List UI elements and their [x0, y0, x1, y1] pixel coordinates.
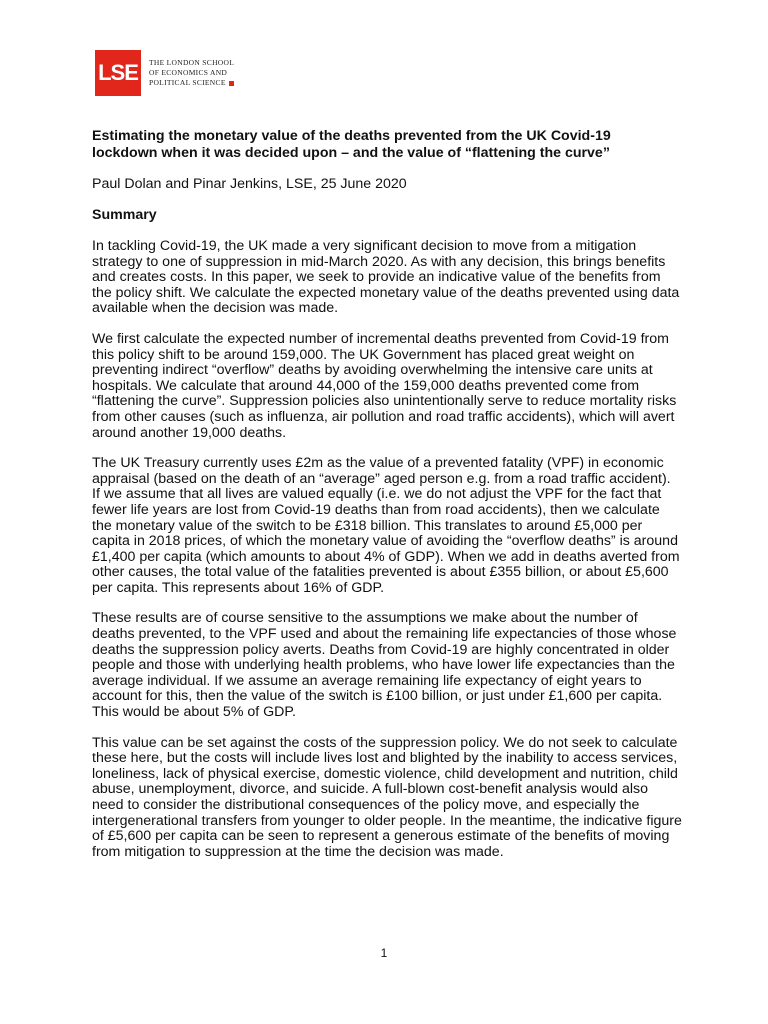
title-line-1: Estimating the monetary value of the deaths prevented from the UK Covid-19	[92, 128, 611, 144]
lse-logo-mark: LSE	[95, 50, 141, 96]
logo-line-3: POLITICAL SCIENCE	[149, 78, 226, 87]
authors-line: Paul Dolan and Pinar Jenkins, LSE, 25 June 2020	[92, 176, 407, 192]
summary-heading: Summary	[92, 207, 157, 223]
logo-line-2: OF ECONOMICS AND	[149, 68, 228, 77]
paragraph: This value can be set against the costs of the suppression policy. We do not seek to calculate these here, but the costs will include lives lost and blighted by the inability to access services, loneliness, lack of physical exercise, domestic violence, child development and nutrition, child abuse, unemployment, divorce, and suicide. A full-blown cost-benefit analysis would also need to consider the distributional consequences of the policy move, and especially the intergenerational transfers from younger to older people. In the meantime, the indicative figure of £5,600 per capita can be seen to represent a generous estimate of the benefits of moving from mitigation to suppression at the time the decision was made.	[92, 734, 682, 860]
paragraph: These results are of course sensitive to the assumptions we make about the number of deaths prevented, to the VPF used and about the remaining life expectancies of those whose deaths the suppression policy averts. Deaths from Covid-19 are highly concentrated in older people and those with underlying health problems, who have lower life expectancies than the average individual. If we assume an average remaining life expectancy of eight years to account for this, then the value of the switch is £100 billion, or just under £1,600 per capita. This would be about 5% of GDP.	[92, 610, 677, 721]
lse-logo-wordmark	[149, 58, 234, 88]
document-title	[92, 128, 682, 162]
logo-line-1: THE LONDON SCHOOL	[149, 58, 235, 67]
paragraph: The UK Treasury currently uses £2m as the value of a prevented fatality (VPF) in economic appraisal (based on the death of an “average” aged person e.g. from a road traffic accident). If we assume that all lives are valued equally (i.e. we do not adjust the VPF for the fact that fewer life years are lost from Covid-19 deaths than from road accidents), then we calculate the monetary value of the switch to be £318 billion. This translates to around £5,000 per capita in 2018 prices, of which the monetary value of avoiding the “overflow deaths” is around £1,400 per capita (which amounts to about 4% of GDP). When we add in deaths averted from other causes, the total value of the fatalities prevented is about £355 billion, or about £5,600 per capita. This represents about 16% of GDP.	[92, 455, 680, 596]
paragraph: In tackling Covid-19, the UK made a very significant decision to move from a mitigation strategy to one of suppression in mid-March 2020. As with any decision, this brings benefits and creates costs. In this paper, we seek to provide an indicative value of the benefits from the policy shift. We calculate the expected monetary value of the deaths prevented using data available when the decision was made.	[92, 238, 680, 317]
title-line-2: lockdown when it was decided upon – and the value of “flattening the curve”	[92, 145, 610, 161]
lse-logo	[95, 50, 234, 96]
page-number: 1	[380, 946, 388, 960]
document-body	[92, 128, 682, 860]
logo-square-icon	[229, 81, 234, 86]
paragraph: We first calculate the expected number of incremental deaths prevented from Covid-19 from this policy shift to be around 159,000. The UK Government has placed great weight on preventing indirect “overflow” deaths by avoiding overwhelming the intensive care units at hospitals. We calculate that around 44,000 of the 159,000 deaths prevented come from “flattening the curve”. Suppression policies also unintentionally serve to reduce mortality risks from other causes (such as influenza, air pollution and road traffic accidents), which will avert around another 19,000 deaths.	[92, 330, 677, 441]
